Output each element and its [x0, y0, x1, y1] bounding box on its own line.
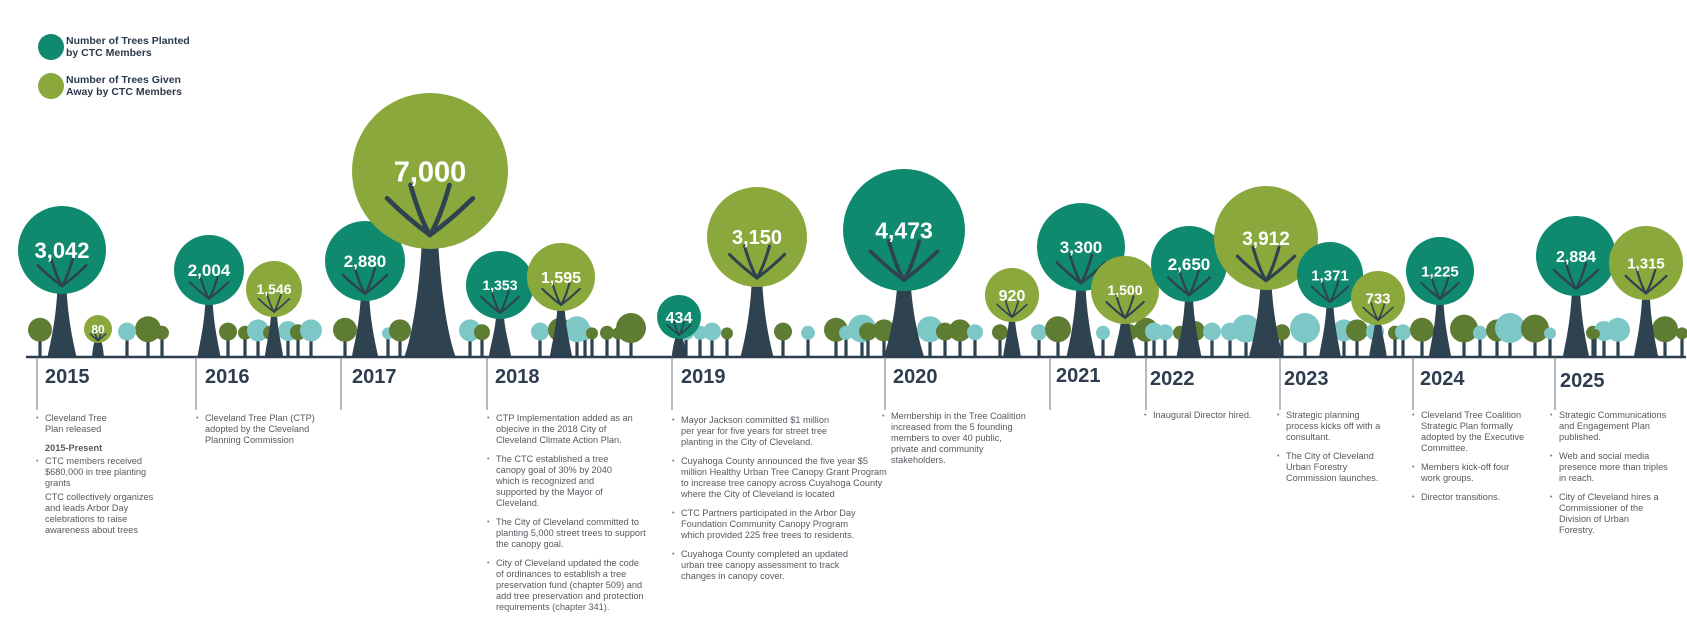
small-tree-crown	[1203, 323, 1221, 341]
tree-value-label-given: 80	[91, 322, 105, 337]
small-tree-crown	[1045, 316, 1071, 342]
note-2019-2: • Cuyahoga County announced the five year $5 million Healthy Urban Tree Canopy Grant Program to increase tree canopy across Cuyahoga County where the City of Cleveland is located	[672, 456, 887, 500]
note-2025-2: • Web and social media presence more than triples in reach.	[1550, 451, 1675, 484]
tree-value-label-given: 733	[1365, 290, 1391, 308]
note-2020-1: • Membership in the Tree Coalition increased from the 5 founding members to over 40 public, private and community stakeholders.	[882, 411, 1027, 466]
small-tree-crown	[155, 326, 169, 340]
small-tree-crown	[1590, 329, 1600, 339]
tree-value-label-planted: 1,353	[482, 277, 518, 294]
tree-value-label-planted: 2,650	[1167, 255, 1211, 275]
note-2016-1: • Cleveland Tree Plan (CTP) adopted by the Cleveland Planning Commission	[196, 413, 316, 446]
note-2025-1: • Strategic Communications and Engagement Plan published.	[1550, 410, 1675, 443]
note-2018-2: • The CTC established a tree canopy goal of 30% by 2040 which is recognized and supported by the Mayor of Cleveland.	[487, 454, 636, 509]
note-2022-1: • Inaugural Director hired.	[1144, 410, 1264, 421]
small-tree-crown	[1395, 324, 1411, 340]
value-tree-given	[246, 261, 302, 357]
year-label: 2016	[205, 366, 250, 388]
note-2019-1: • Mayor Jackson committed $1 million per year for five years for street tree planting in the City of Cleveland.	[672, 415, 831, 448]
small-tree-crown	[531, 323, 549, 341]
small-tree-crown	[703, 323, 721, 341]
small-tree-crown	[1544, 327, 1556, 339]
small-tree-crown	[600, 326, 614, 340]
note-2015-3: CTC collectively organizes and leads Arbor Day celebrations to raise awareness about trees	[45, 492, 154, 535]
value-tree-given	[84, 315, 112, 357]
small-tree-crown	[1521, 315, 1549, 343]
tree-value-label-given: 1,595	[540, 269, 582, 287]
tree-value-label-planted: 4,473	[875, 217, 933, 244]
notes-2022	[1144, 410, 1264, 429]
small-tree-crown	[333, 318, 357, 342]
note-2018-4: • City of Cleveland updated the code of ordinances to establish a tree preservation fund (chapter 509) and add tree preservation and protection requirements (chapter 341).	[487, 558, 647, 613]
tree-value-label-planted: 2,880	[343, 252, 387, 272]
small-tree-crown	[118, 323, 136, 341]
tree-value-label-planted: 3,042	[34, 237, 90, 263]
tree-value-label-planted: 3,300	[1059, 238, 1103, 258]
notes-2024	[1412, 410, 1547, 511]
tree-value-label-given: 3,150	[731, 227, 783, 250]
note-2019-4: • Cuyahoga County completed an updated urban tree canopy assessment to track changes in canopy cover.	[672, 549, 851, 582]
tree-value-label-given: 1,546	[256, 281, 292, 298]
note-2015-2: • CTC members received $680,000 in tree planting grants	[36, 456, 171, 489]
small-tree-crown	[1031, 324, 1047, 340]
note-2025-3: • City of Cleveland hires a Commissioner of the Division of Urban Forestry.	[1550, 492, 1664, 536]
small-tree-crown	[1495, 313, 1525, 343]
value-tree-given	[985, 268, 1039, 357]
notes-2023	[1277, 410, 1392, 492]
small-tree-crown	[1290, 313, 1320, 343]
year-label: 2019	[681, 366, 726, 388]
small-tree-crown	[389, 319, 411, 341]
tree-value-label-given: 1,500	[1107, 282, 1143, 299]
small-tree-crown	[586, 327, 598, 339]
notes-2025	[1550, 410, 1675, 544]
year-label: 2025	[1560, 370, 1605, 392]
small-tree-crown	[801, 326, 815, 340]
note-2023-1: • Strategic planning process kicks off with a consultant.	[1277, 410, 1392, 443]
note-2024-2: • Members kick-off four work groups.	[1412, 462, 1521, 484]
notes-2019	[672, 415, 887, 590]
small-tree-crown	[474, 324, 490, 340]
tree-value-label-given: 3,912	[1242, 228, 1290, 250]
note-2024-1: • Cleveland Tree Coalition Strategic Plan formally adopted by the Executive Committee.	[1412, 410, 1547, 454]
small-tree-crown	[1606, 318, 1630, 342]
year-markers	[37, 357, 1605, 410]
small-tree-crown	[1346, 319, 1368, 341]
year-label: 2021	[1056, 365, 1101, 387]
note-2019-3: • CTC Partners participated in the Arbor Day Foundation Community Canopy Program which provided 225 free trees to residents.	[672, 508, 856, 541]
tree-value-label-planted: 1,225	[1421, 263, 1459, 281]
value-trees	[18, 93, 1683, 357]
tree-value-label-planted: 434	[665, 309, 693, 327]
year-label: 2015	[45, 366, 90, 388]
year-label: 2022	[1150, 368, 1195, 390]
tree-value-label-given: 920	[998, 287, 1026, 305]
year-label: 2018	[495, 366, 540, 388]
value-tree-planted	[657, 295, 701, 357]
note-2024-3: • Director transitions.	[1412, 492, 1547, 503]
legend-label-given: Number of Trees Given Away by CTC Members	[66, 74, 182, 98]
notes-2018	[487, 413, 647, 621]
note-2015-1: • Cleveland Tree Plan released	[36, 413, 120, 435]
small-tree-crown	[992, 324, 1008, 340]
tree-value-label-planted: 2,004	[187, 261, 231, 281]
small-tree-crown	[1652, 316, 1678, 342]
tree-value-label-given: 7,000	[393, 156, 467, 189]
year-label: 2020	[893, 366, 938, 388]
small-tree-crown	[1096, 326, 1110, 340]
value-tree-given	[352, 93, 508, 357]
notes-2020	[882, 411, 1027, 474]
small-tree-crown	[1450, 315, 1478, 343]
value-tree-given	[1351, 271, 1405, 357]
small-tree-crown	[219, 323, 237, 341]
note-2023-2: • The City of Cleveland Urban Forestry Commission launches.	[1277, 451, 1392, 484]
value-tree-given	[1091, 256, 1159, 357]
value-tree-planted	[466, 251, 534, 357]
tree-value-label-planted: 1,371	[1311, 267, 1349, 285]
tree-value-label-planted: 2,884	[1555, 248, 1597, 266]
small-tree-crown	[1157, 324, 1173, 340]
small-tree-crown	[721, 327, 733, 339]
small-tree-crown	[300, 319, 322, 341]
year-label: 2017	[352, 366, 397, 388]
small-tree-crown	[1410, 318, 1434, 342]
note-2018-3: • The City of Cleveland committed to planting 5,000 street trees to support the canopy goal.	[487, 517, 647, 550]
notes-2015	[36, 413, 171, 539]
small-tree-crown	[28, 318, 52, 342]
note-2018-1: • CTP Implementation added as an objecive in the 2018 City of Cleveland Climate Action Plan.	[487, 413, 647, 446]
legend-label-planted: Number of Trees Planted by CTC Members	[66, 35, 190, 59]
small-tree-crown	[616, 313, 646, 343]
notes-2016	[196, 413, 316, 454]
small-tree-crown	[774, 323, 792, 341]
small-tree-crown	[1473, 326, 1487, 340]
year-label: 2024	[1420, 368, 1465, 390]
tree-value-label-given: 1,315	[1627, 255, 1665, 273]
note-2015-heading: 2015-Present	[45, 443, 103, 453]
year-label: 2023	[1284, 368, 1329, 390]
small-tree-crown	[967, 324, 983, 340]
